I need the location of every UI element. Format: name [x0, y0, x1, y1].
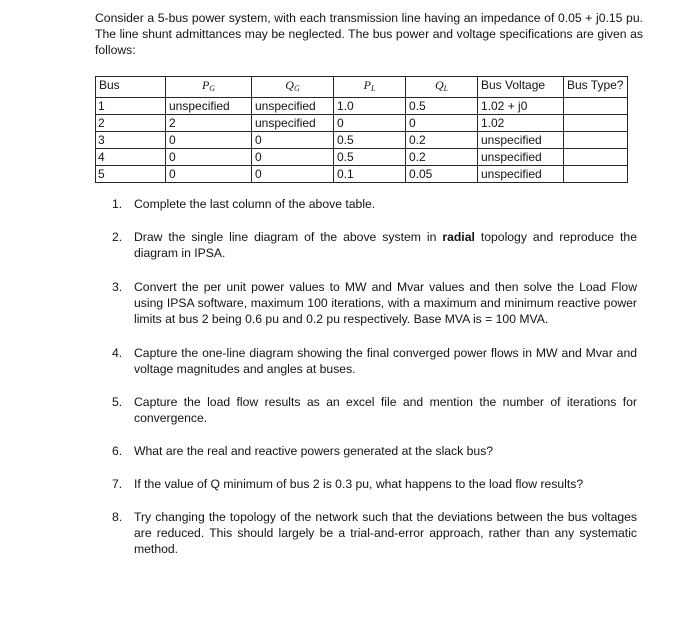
header-bus-type: Bus Type?	[564, 77, 628, 98]
cell-qg: unspecified	[252, 98, 334, 115]
intro-paragraph: Consider a 5-bus power system, with each transmission line having an impedance of 0.05 + j0.15 pu. The line shunt admittances may be neglected. The bus power and voltage specifications are given as follows:	[95, 11, 643, 57]
cell-pg: 2	[166, 115, 252, 132]
cell-bus-voltage: unspecified	[478, 132, 564, 149]
question-text: What are the real and reactive powers generated at the slack bus?	[134, 444, 494, 458]
table-row	[96, 166, 628, 183]
question-number: 6.	[112, 444, 123, 458]
cell-bus-voltage: 1.02 + j0	[478, 98, 564, 115]
question-item	[112, 345, 637, 377]
cell-qg: unspecified	[252, 115, 334, 132]
header-qg	[252, 77, 334, 98]
cell-pg: 0	[166, 166, 252, 183]
cell-qg: 0	[252, 132, 334, 149]
cell-bus-type	[564, 166, 628, 183]
question-number: 8.	[112, 510, 123, 524]
cell-bus-type	[564, 115, 628, 132]
cell-bus: 1	[96, 98, 166, 115]
question-item	[112, 196, 637, 212]
question-item	[112, 279, 637, 327]
cell-bus-voltage: unspecified	[478, 166, 564, 183]
header-pl	[334, 77, 406, 98]
question-number: 1.	[112, 197, 123, 211]
header-pg-symbol: P	[201, 78, 210, 92]
cell-bus: 4	[96, 149, 166, 166]
cell-pl: 0.5	[334, 149, 406, 166]
question-text-emphasis: radial	[442, 230, 475, 244]
header-ql-subscript: L	[443, 84, 449, 93]
cell-pg: unspecified	[166, 98, 252, 115]
question-text: Complete the last column of the above table.	[134, 197, 376, 211]
header-bus-voltage: Bus Voltage	[478, 77, 564, 98]
cell-bus-type	[564, 132, 628, 149]
table-row	[96, 149, 628, 166]
question-text: Capture the one-line diagram showing the final converged power flows in MW and Mvar and voltage magnitudes and angles at buses.	[134, 346, 637, 376]
question-text: Convert the per unit power values to MW and Mvar values and then solve the Load Flow using IPSA software, maximum 100 iterations, with a maximum and minimum reactive power limits at bus 2 being 0.6 pu and 0.2 pu respectively. Base MVA is = 100 MVA.	[134, 280, 637, 326]
bus-specification-table	[95, 76, 628, 183]
cell-pl: 0	[334, 115, 406, 132]
question-number: 7.	[112, 477, 123, 491]
question-text: Capture the load flow results as an excel file and mention the number of iterations for convergence.	[134, 395, 637, 425]
header-bus: Bus	[96, 77, 166, 98]
header-ql-symbol: Q	[434, 78, 444, 92]
cell-pl: 1.0	[334, 98, 406, 115]
table-header-row	[96, 77, 628, 98]
question-list	[112, 196, 637, 557]
question-item	[112, 443, 637, 459]
question-item	[112, 394, 637, 426]
cell-pg: 0	[166, 149, 252, 166]
question-text-pre: Draw the single line diagram of the above system in	[134, 230, 443, 244]
header-qg-subscript: G	[293, 84, 300, 93]
cell-bus-voltage: 1.02	[478, 115, 564, 132]
cell-bus: 5	[96, 166, 166, 183]
question-number: 3.	[112, 280, 123, 294]
header-pl-symbol: P	[363, 78, 371, 92]
question-item	[112, 229, 637, 261]
cell-bus-voltage: unspecified	[478, 149, 564, 166]
question-number: 5.	[112, 395, 123, 409]
cell-bus: 2	[96, 115, 166, 132]
header-pg	[166, 77, 252, 98]
cell-pl: 0.1	[334, 166, 406, 183]
question-text: If the value of Q minimum of bus 2 is 0.3 pu, what happens to the load flow results?	[134, 477, 584, 491]
cell-qg: 0	[252, 166, 334, 183]
cell-pg: 0	[166, 132, 252, 149]
cell-ql: 0.05	[406, 166, 478, 183]
question-number: 4.	[112, 346, 123, 360]
header-ql	[406, 77, 478, 98]
cell-ql: 0.2	[406, 149, 478, 166]
cell-bus-type	[564, 98, 628, 115]
cell-pl: 0.5	[334, 132, 406, 149]
header-qg-symbol: Q	[285, 78, 294, 92]
question-text-post: topology and reproduce the diagram in IPSA.	[134, 230, 637, 260]
cell-ql: 0.2	[406, 132, 478, 149]
cell-bus: 3	[96, 132, 166, 149]
table-row	[96, 115, 628, 132]
header-pl-subscript: L	[370, 84, 376, 93]
cell-qg: 0	[252, 149, 334, 166]
question-number: 2.	[112, 230, 123, 244]
cell-ql: 0	[406, 115, 478, 132]
question-text: Try changing the topology of the network such that the deviations between the bus voltages are reduced. This should largely be a trial-and-error approach, rather than any systematic method.	[134, 510, 637, 556]
table-row	[96, 132, 628, 149]
question-item	[112, 509, 637, 557]
header-pg-subscript: G	[209, 84, 216, 93]
question-item	[112, 476, 637, 492]
table-row	[96, 98, 628, 115]
cell-bus-type	[564, 149, 628, 166]
cell-ql: 0.5	[406, 98, 478, 115]
